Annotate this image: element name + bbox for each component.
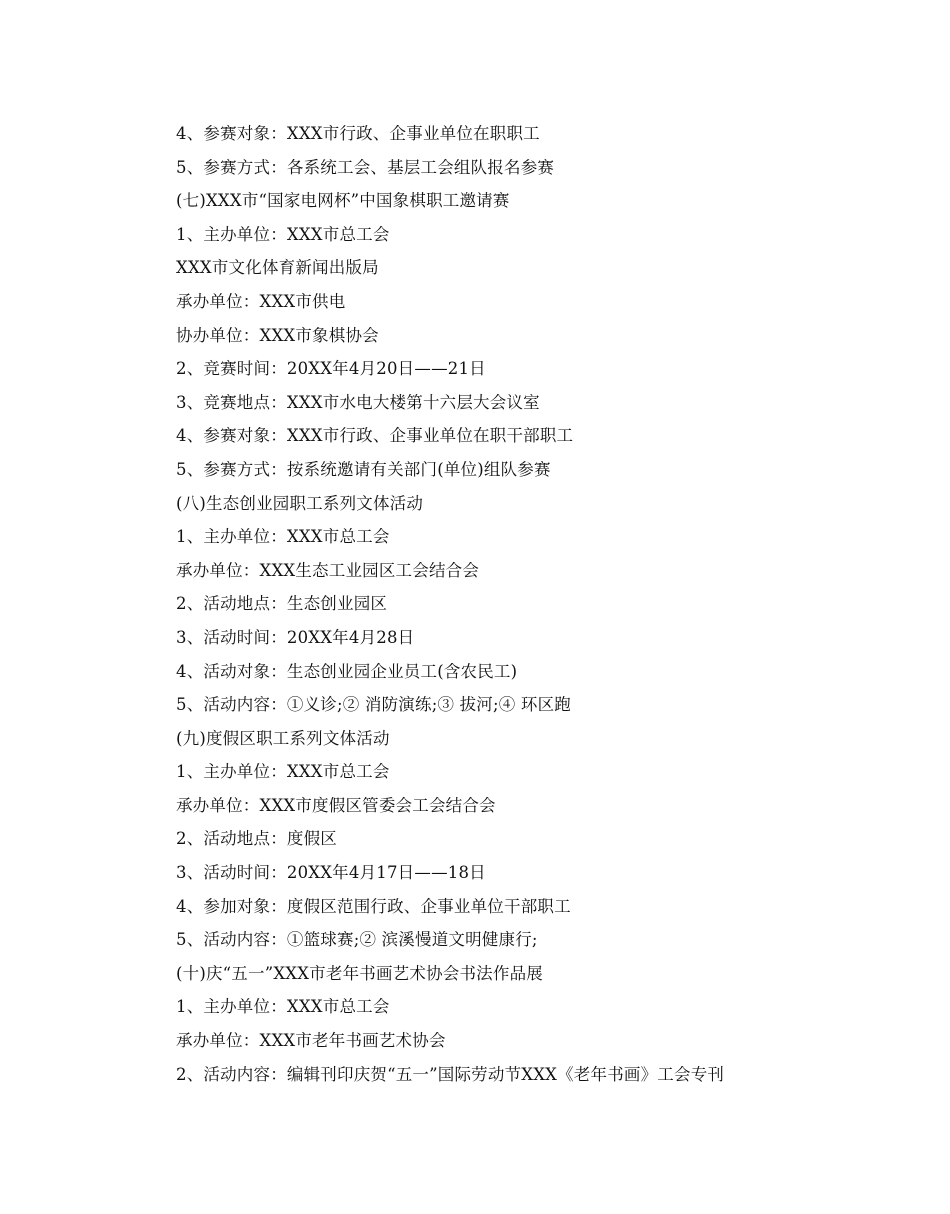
- text-line: 4、参赛对象：XXX市行政、企事业单位在职职工: [176, 124, 540, 143]
- text-line: 承办单位：XXX市度假区管委会工会结合会: [176, 795, 496, 815]
- text-line: 5、参赛方式：按系统邀请有关部门(单位)组队参赛: [176, 459, 551, 479]
- text-line: 2、活动内容：编辑刊印庆贺“五一”国际劳动节XXX《老年书画》工会专刊: [176, 1064, 725, 1084]
- section-heading: (十)庆“五一”XXX市老年书画艺术协会书法作品展: [176, 963, 543, 983]
- document-body: [176, 117, 876, 1091]
- text-line: 1、主办单位：XXX市总工会: [176, 527, 390, 547]
- text-line: 承办单位：XXX市老年书画艺术协会: [176, 1031, 446, 1051]
- text-line: 5、活动内容：①篮球赛;② 滨溪慢道文明健康行;: [176, 930, 538, 950]
- text-line: XXX市文化体育新闻出版局: [176, 258, 379, 278]
- text-line: 3、竞赛地点：XXX市水电大楼第十六层大会议室: [176, 392, 540, 412]
- text-line: 3、活动时间：20XX年4月17日——18日: [176, 863, 486, 883]
- text-line: 4、参赛对象：XXX市行政、企事业单位在职干部职工: [176, 426, 574, 446]
- text-line: 协办单位：XXX市象棋协会: [176, 325, 379, 345]
- text-line: 1、主办单位：XXX市总工会: [176, 997, 390, 1017]
- text-line: 1、主办单位：XXX市总工会: [176, 762, 390, 782]
- section-heading: (七)XXX市“国家电网杯”中国象棋职工邀请赛: [176, 191, 510, 211]
- text-line: 2、竞赛时间：20XX年4月20日——21日: [176, 359, 486, 379]
- text-line: 1、主办单位：XXX市总工会: [176, 224, 390, 244]
- text-line: 3、活动时间：20XX年4月28日: [176, 627, 415, 647]
- text-line: 5、参赛方式：各系统工会、基层工会组队报名参赛: [176, 157, 555, 177]
- text-line: 4、参加对象：度假区范围行政、企事业单位干部职工: [176, 896, 571, 916]
- text-line: 2、活动地点：生态创业园区: [176, 594, 388, 614]
- text-line: 2、活动地点：度假区: [176, 829, 337, 849]
- text-line: 承办单位：XXX市供电: [176, 291, 346, 311]
- section-heading: (九)度假区职工系列文体活动: [176, 728, 390, 748]
- text-line: 承办单位：XXX生态工业园区工会结合会: [176, 560, 480, 580]
- text-line: 4、活动对象：生态创业园企业员工(含农民工): [176, 661, 518, 681]
- section-heading: (八)生态创业园职工系列文体活动: [176, 493, 424, 513]
- text-line: 5、活动内容：①义诊;② 消防演练;③ 拔河;④ 环区跑: [176, 695, 572, 715]
